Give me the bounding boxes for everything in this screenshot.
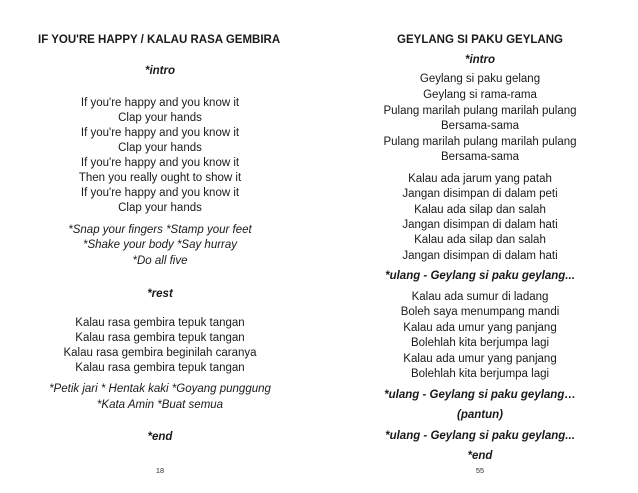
lyric-line: Kalau ada silap dan salah: [414, 204, 546, 216]
lyric-line: Bersama-sama: [441, 151, 519, 163]
section-label-end: *end: [147, 431, 173, 443]
song-title: GEYLANG SI PAKU GEYLANG: [397, 34, 563, 46]
lyric-line: Kalau rasa gembira beginilah caranya: [63, 347, 257, 359]
section-label-intro: *intro: [144, 65, 176, 77]
lyric-line: Kalau ada umur yang panjang: [403, 353, 557, 365]
lyric-line: Kalau ada sumur di ladang: [411, 291, 549, 303]
lyric-line: Kalau ada silap dan salah: [414, 234, 546, 246]
lyric-line: If you're happy and you know it: [80, 187, 240, 199]
section-label-intro: *intro: [464, 54, 496, 66]
lyric-line: Kalau ada jarum yang patah: [408, 173, 552, 185]
action-line: *Kata Amin *Buat semua: [96, 399, 224, 411]
lyric-line: Pulang marilah pulang marilah pulang: [383, 105, 577, 117]
repeat-chorus-line: *ulang - Geylang si paku geylang…: [384, 389, 576, 401]
lyric-line: Bolehlah kita berjumpa lagi: [410, 368, 550, 380]
lyric-line: Jangan disimpan di dalam hati: [402, 219, 558, 231]
lyric-line: Then you really ought to show it: [78, 172, 242, 184]
lyric-line: Jangan disimpan di dalam peti: [402, 188, 558, 200]
lyric-line: Clap your hands: [118, 202, 202, 214]
page-number: 55: [475, 466, 485, 475]
action-line: *Snap your fingers *Stamp your feet: [68, 224, 252, 236]
lyric-line: Kalau rasa gembira tepuk tangan: [75, 317, 245, 329]
action-line: *Petik jari * Hentak kaki *Goyang punggung: [49, 383, 271, 395]
lyric-line: Jangan disimpan di dalam hati: [402, 250, 558, 262]
lyric-line: Bolehlah kita berjumpa lagi: [410, 337, 550, 349]
action-line: *Do all five: [132, 255, 188, 267]
section-label-pantun: (pantun): [457, 409, 503, 421]
lyric-line: Kalau rasa gembira tepuk tangan: [75, 332, 245, 344]
page-number: 18: [155, 466, 165, 475]
lyric-line: Kalau rasa gembira tepuk tangan: [75, 362, 245, 374]
lyric-line: Pulang marilah pulang marilah pulang: [383, 136, 577, 148]
section-label-rest: *rest: [147, 288, 173, 300]
repeat-chorus-line: *ulang - Geylang si paku geylang...: [385, 430, 575, 442]
lyric-line: If you're happy and you know it: [80, 97, 240, 109]
section-label-end: *end: [467, 450, 493, 462]
lyric-line: If you're happy and you know it: [80, 127, 240, 139]
lyric-line: If you're happy and you know it: [80, 157, 240, 169]
lyric-line: Geylang si paku gelang: [419, 73, 541, 85]
repeat-chorus-line: *ulang - Geylang si paku geylang...: [385, 270, 575, 282]
lyric-line: Clap your hands: [118, 112, 202, 124]
lyric-line: Geylang si rama-rama: [423, 89, 537, 101]
lyric-line: Bersama-sama: [441, 120, 519, 132]
lyric-line: Clap your hands: [118, 142, 202, 154]
song-title: IF YOU'RE HAPPY / KALAU RASA GEMBIRA: [38, 34, 281, 46]
lyric-line: Kalau ada umur yang panjang: [403, 322, 557, 334]
action-line: *Shake your body *Say hurray: [82, 239, 238, 251]
lyric-line: Boleh saya menumpang mandi: [400, 306, 560, 318]
right-page: [319, 0, 638, 493]
